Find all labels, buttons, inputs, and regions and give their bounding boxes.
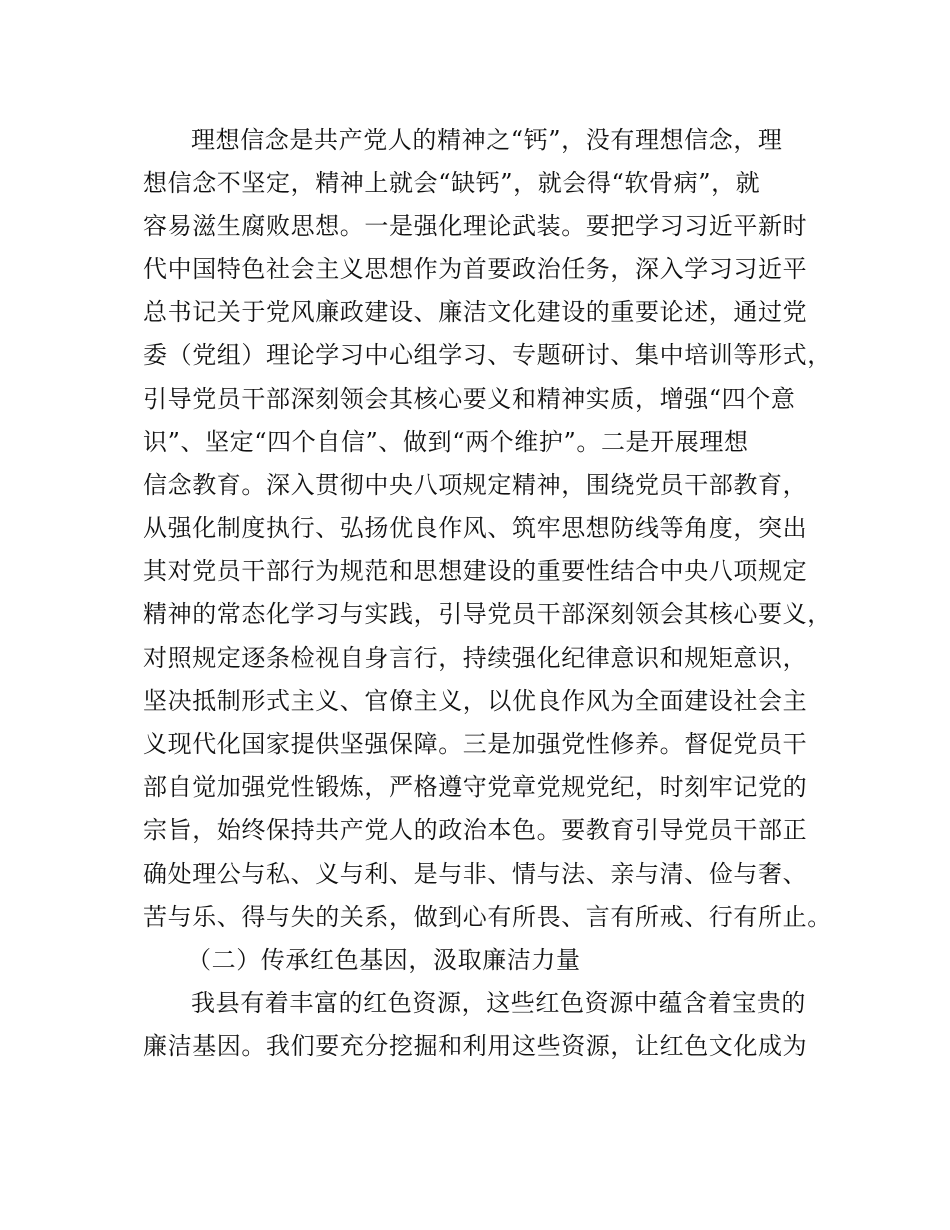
text-line: 我县有着丰富的红色资源，这些红色资源中蕴含着宝贵的 xyxy=(191,989,806,1017)
text-line: 委（党组）理论学习中心组学习、专题研讨、集中培训等形式， xyxy=(143,341,832,369)
text-line: 其对党员干部行为规范和思想建设的重要性结合中央八项规定 xyxy=(143,557,808,585)
text-line: 义现代化国家提供坚强保障。三是加强党性修养。督促党员干 xyxy=(143,730,808,758)
text-line: 总书记关于党风廉政建设、廉洁文化建设的重要论述，通过党 xyxy=(143,298,808,326)
text-line: 信念教育。深入贯彻中央八项规定精神，围绕党员干部教育， xyxy=(143,471,808,499)
text-line: 确处理公与私、义与利、是与非、情与法、亲与清、俭与奢、 xyxy=(143,860,808,888)
text-line: 代中国特色社会主义思想作为首要政治任务，深入学习习近平 xyxy=(143,255,808,283)
text-line: 引导党员干部深刻领会其核心要义和精神实质，增强“四个意 xyxy=(143,385,796,413)
text-line: 廉洁基因。我们要充分挖掘和利用这些资源，让红色文化成为 xyxy=(143,1032,808,1060)
text-line: 理想信念是共产党人的精神之“钙”，没有理想信念，理 xyxy=(191,126,783,154)
text-line: 对照规定逐条检视自身言行，持续强化纪律意识和规矩意识， xyxy=(143,644,808,672)
text-line: 部自觉加强党性锻炼，严格遵守党章党规党纪，时刻牢记党的 xyxy=(143,773,808,801)
text-line: 宗旨，始终保持共产党人的政治本色。要教育引导党员干部正 xyxy=(143,816,808,844)
section-heading: （二）传承红色基因，汲取廉洁力量 xyxy=(187,946,581,974)
text-line: 从强化制度执行、弘扬优良作风、筑牢思想防线等角度，突出 xyxy=(143,514,808,542)
text-line: 精神的常态化学习与实践，引导党员干部深刻领会其核心要义， xyxy=(143,600,832,628)
text-line: 苦与乐、得与失的关系，做到心有所畏、言有所戒、行有所止。 xyxy=(143,903,832,931)
text-line: 容易滋生腐败思想。一是强化理论武装。要把学习习近平新时 xyxy=(143,212,808,240)
text-line: 想信念不坚定，精神上就会“缺钙”，就会得“软骨病”，就 xyxy=(143,169,761,197)
text-line: 识”、坚定“四个自信”、做到“两个维护”。二是开展理想 xyxy=(143,428,749,456)
text-line: 坚决抵制形式主义、官僚主义，以优良作风为全面建设社会主 xyxy=(143,687,808,715)
